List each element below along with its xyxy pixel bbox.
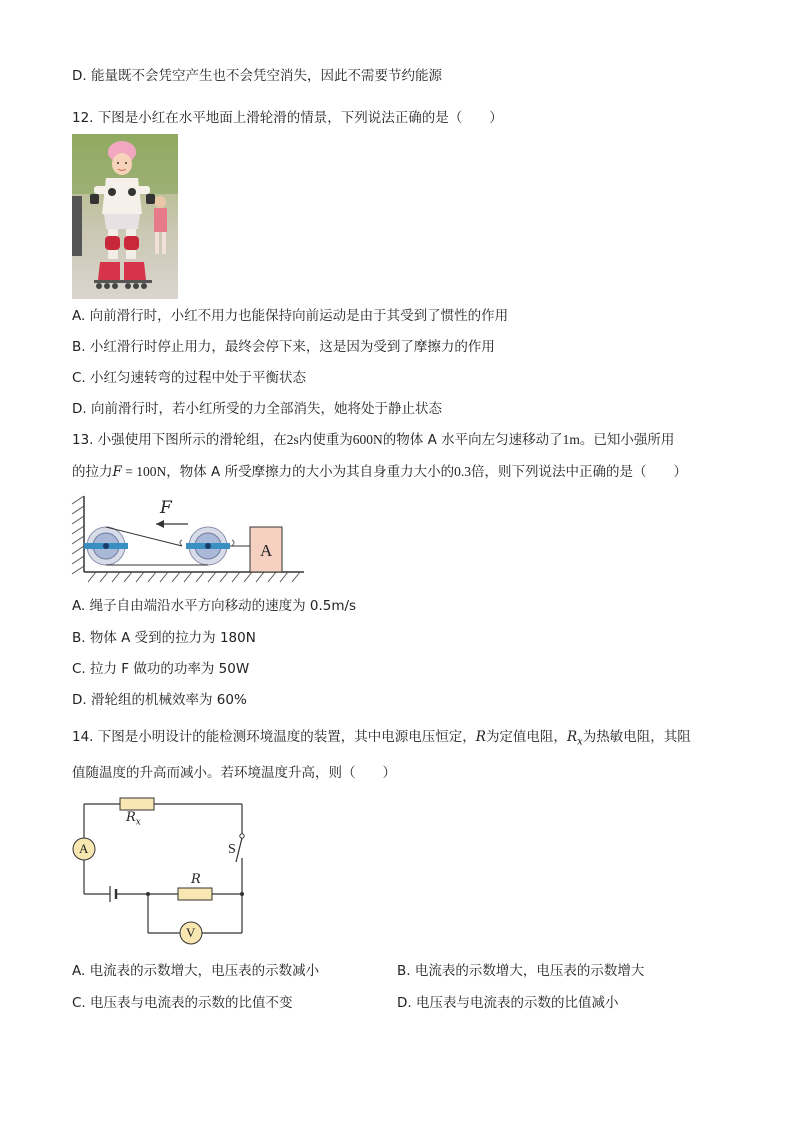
q13-option-d: D. 滑轮组的机械效率为 60% bbox=[72, 692, 247, 708]
q13-stem-line1: 13. 小强使用下图所示的滑轮组，在2s内使重为600N的物体 A 水平向左匀速移动了1m。已知小强所用 bbox=[72, 432, 675, 448]
q14-option-a: A. 电流表的示数增大，电压表的示数减小 bbox=[72, 963, 320, 979]
q13-figure-block-label: A bbox=[260, 541, 273, 560]
q13-figure-force-label: F bbox=[160, 498, 172, 518]
q14-figure-s-label: S bbox=[228, 842, 236, 857]
q12-option-d: D. 向前滑行时，若小红所受的力全部消失，她将处于静止状态 bbox=[72, 401, 442, 417]
q14-figure-voltmeter-label: V bbox=[186, 925, 196, 940]
q14-circuit-diagram bbox=[72, 792, 257, 948]
q11-option-d: D. 能量既不会凭空产生也不会凭空消失，因此不需要节约能源 bbox=[72, 68, 442, 84]
q12-option-b: B. 小红滑行时停止用力，最终会停下来，这是因为受到了摩擦力的作用 bbox=[72, 339, 495, 355]
q14-stem-line1: 14. 下图是小明设计的能检测环境温度的装置，其中电源电压恒定，R为定值电阻，$R_x$为热敏电阻，其阻 bbox=[72, 729, 691, 748]
q14-option-c: C. 电压表与电流表的示数的比值不变 bbox=[72, 995, 293, 1011]
skating-girl-image bbox=[72, 134, 178, 299]
q14-stem-line2: 值随温度的升高而减小。若环境温度升高，则（ ） bbox=[72, 765, 396, 781]
q14-figure-rx-label: $R_x$ bbox=[126, 810, 141, 828]
q14-figure-ammeter-label: A bbox=[79, 841, 89, 856]
q12-option-a: A. 向前滑行时，小红不用力也能保持向前运动是由于其受到了惯性的作用 bbox=[72, 308, 509, 324]
q14-option-b: B. 电流表的示数增大，电压表的示数增大 bbox=[397, 963, 645, 979]
q14-option-d: D. 电压表与电流表的示数的比值减小 bbox=[397, 995, 619, 1011]
q12-stem: 12. 下图是小红在水平地面上滑轮滑的情景，下列说法正确的是（ ） bbox=[72, 110, 503, 126]
q12-photo bbox=[72, 134, 178, 299]
q13-option-a: A. 绳子自由端沿水平方向移动的速度为 0.5m/s bbox=[72, 598, 357, 614]
q14-figure-r-label: R bbox=[191, 872, 201, 887]
q12-option-c: C. 小红匀速转弯的过程中处于平衡状态 bbox=[72, 370, 307, 386]
q13-option-c: C. 拉力 F 做功的功率为 50W bbox=[72, 661, 250, 677]
q13-option-b: B. 物体 A 受到的拉力为 180N bbox=[72, 630, 256, 646]
q13-stem-line2: 的拉力F = 100N，物体 A 所受摩擦力的大小为其自身重力大小的0.3倍，则下列说法中正确的是（ ） bbox=[72, 464, 687, 480]
q13-pulley-diagram bbox=[70, 492, 310, 584]
